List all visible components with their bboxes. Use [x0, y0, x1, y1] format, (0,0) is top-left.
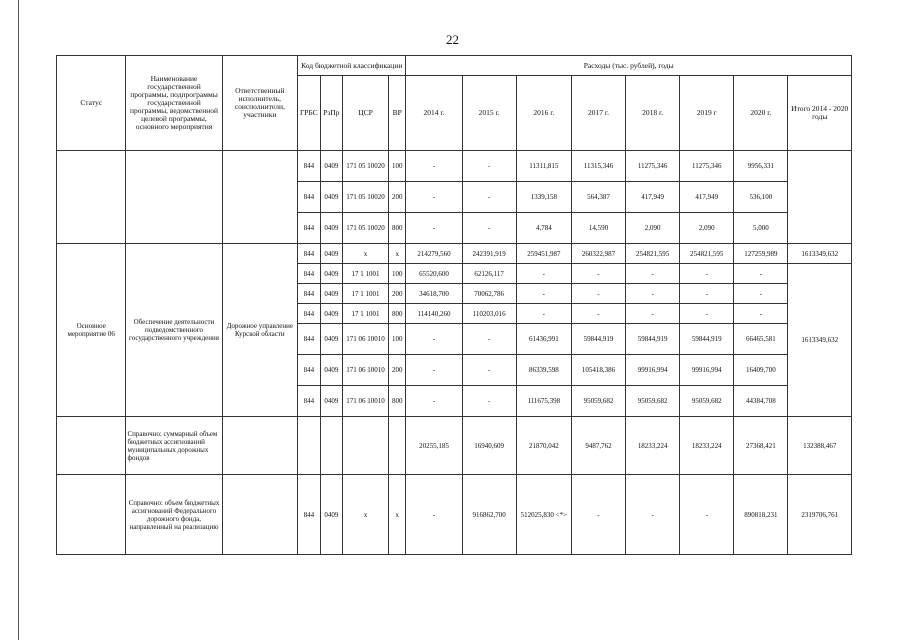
value-2014: 114140,260 — [406, 304, 462, 324]
value-2015: 916862,700 — [462, 475, 516, 555]
value-2015: - — [462, 151, 516, 182]
header-expenses-group: Расходы (тыс. рублей), годы — [406, 56, 852, 76]
csr-cell: 171 05 10020 — [343, 182, 389, 213]
value-2015: 110203,016 — [462, 304, 516, 324]
ref-municipal-name: Справочно: суммарный объем бюджетных ассигнований муниципальных дорожных фондов — [126, 417, 222, 475]
value-2015: - — [462, 355, 516, 386]
value-2016: 259451,987 — [516, 244, 571, 264]
value-2020: - — [734, 264, 788, 284]
value-2015: - — [462, 324, 516, 355]
value-2017: 11315,346 — [571, 151, 625, 182]
value-2017: - — [571, 284, 625, 304]
rzpr-cell: 0409 — [320, 244, 342, 264]
value-2015: 16940,609 — [462, 417, 516, 475]
value-2020: 27368,421 — [734, 417, 788, 475]
value-2016: - — [516, 304, 571, 324]
activity-06-status: Основное мероприятие 06 — [57, 244, 126, 417]
value-2019: 417,949 — [680, 182, 734, 213]
header-rzpr: РзПр — [320, 76, 342, 151]
value-2020: - — [734, 284, 788, 304]
value-2019: 99916,994 — [680, 355, 734, 386]
csr-cell: 171 06 10010 — [343, 355, 389, 386]
status-cell-empty — [57, 151, 126, 244]
value-2020: 44384,708 — [734, 386, 788, 417]
header-total: Итого 2014 - 2020 годы — [788, 76, 852, 151]
value-2016: 21870,042 — [516, 417, 571, 475]
header-name: Наименование государственной программы, подпрограммы государственной программы, ведомственной целевой программы, основного мероприятия — [126, 56, 222, 151]
value-2019: 18233,224 — [680, 417, 734, 475]
value-2016: 1339,158 — [516, 182, 571, 213]
grbs-cell: 844 — [298, 355, 320, 386]
value-2015: - — [462, 182, 516, 213]
value-2019: - — [680, 264, 734, 284]
value-2018: 99916,994 — [626, 355, 680, 386]
name-cell-empty — [126, 151, 222, 244]
grbs-cell: 844 — [298, 264, 320, 284]
value-2018: 254821,595 — [626, 244, 680, 264]
value-2017: - — [571, 304, 625, 324]
value-2018: 95059,682 — [626, 386, 680, 417]
value-2014: - — [406, 213, 462, 244]
value-2019: 11275,346 — [680, 151, 734, 182]
status-cell-empty — [57, 417, 126, 475]
vr-cell — [389, 417, 406, 475]
budget-table — [56, 55, 852, 555]
grbs-cell: 844 — [298, 324, 320, 355]
value-2014: 65520,600 — [406, 264, 462, 284]
header-vr: ВР — [389, 76, 406, 151]
rzpr-cell: 0409 — [320, 324, 342, 355]
value-2014: - — [406, 151, 462, 182]
value-2019: - — [680, 284, 734, 304]
grbs-cell: 844 — [298, 182, 320, 213]
value-2015: - — [462, 386, 516, 417]
value-2017: 95059,682 — [571, 386, 625, 417]
value-2014: 34618,700 — [406, 284, 462, 304]
csr-cell: х — [343, 244, 389, 264]
vr-cell: 200 — [389, 284, 406, 304]
value-2016: 11311,815 — [516, 151, 571, 182]
activity-06-total-lower: 1613349,632 — [788, 264, 852, 417]
vr-cell: 200 — [389, 182, 406, 213]
rzpr-cell: 0409 — [320, 264, 342, 284]
vr-cell: 200 — [389, 355, 406, 386]
value-2014: - — [406, 475, 462, 555]
header-budget-code-group: Код бюджетной классификации — [298, 56, 406, 76]
value-2014: 214279,560 — [406, 244, 462, 264]
csr-cell: 171 06 10010 — [343, 386, 389, 417]
value-2017: 260322,987 — [571, 244, 625, 264]
vr-cell: 100 — [389, 324, 406, 355]
value-2017: - — [571, 475, 625, 555]
table-row — [57, 475, 852, 555]
grbs-cell: 844 — [298, 284, 320, 304]
table-row — [57, 244, 852, 264]
value-2016: 61436,991 — [516, 324, 571, 355]
value-2015: 70062,786 — [462, 284, 516, 304]
value-2020: 536,100 — [734, 182, 788, 213]
status-cell-empty — [57, 475, 126, 555]
value-2018: - — [626, 475, 680, 555]
value-2016: 86339,598 — [516, 355, 571, 386]
value-2018: - — [626, 284, 680, 304]
vr-cell: х — [389, 244, 406, 264]
value-2020: 127259,989 — [734, 244, 788, 264]
header-grbs: ГРБС — [298, 76, 320, 151]
rzpr-cell: 0409 — [320, 475, 342, 555]
value-2020: 5,000 — [734, 213, 788, 244]
responsible-cell-empty — [222, 475, 298, 555]
vr-cell: 100 — [389, 151, 406, 182]
header-responsible: Ответственный исполнитель, соисполнители, участники — [222, 56, 298, 151]
value-2016: - — [516, 284, 571, 304]
rzpr-cell: 0409 — [320, 213, 342, 244]
value-2020: 890818,231 — [734, 475, 788, 555]
value-2020: 16409,700 — [734, 355, 788, 386]
value-2019: 59844,919 — [680, 324, 734, 355]
value-2016: 111675,398 — [516, 386, 571, 417]
value-2018: 59844,919 — [626, 324, 680, 355]
csr-cell: х — [343, 475, 389, 555]
value-2018: 2,090 — [626, 213, 680, 244]
grbs-cell: 844 — [298, 304, 320, 324]
value-2014: - — [406, 182, 462, 213]
value-2018: - — [626, 264, 680, 284]
value-2017: 14,590 — [571, 213, 625, 244]
header-csr: ЦСР — [343, 76, 389, 151]
ref-federal-name: Справочно: объем бюджетных ассигнований Федерального дорожного фонда, направленный на реализацию — [126, 475, 222, 555]
value-2014: - — [406, 355, 462, 386]
vr-cell: 100 — [389, 264, 406, 284]
value-2020: 9956,331 — [734, 151, 788, 182]
value-2016: 4,784 — [516, 213, 571, 244]
header-year-2020: 2020 г. — [734, 76, 788, 151]
grbs-cell: 844 — [298, 151, 320, 182]
value-2017: 9487,762 — [571, 417, 625, 475]
value-2014: - — [406, 386, 462, 417]
table-row — [57, 417, 852, 475]
value-2018: 417,949 — [626, 182, 680, 213]
value-2019: 95059,682 — [680, 386, 734, 417]
value-2017: 59844,919 — [571, 324, 625, 355]
value-2018: 11275,346 — [626, 151, 680, 182]
ref-municipal-total: 132388,467 — [788, 417, 852, 475]
csr-cell: 17 1 1001 — [343, 264, 389, 284]
value-2020: 66465,581 — [734, 324, 788, 355]
vr-cell: 800 — [389, 386, 406, 417]
value-2019: 254821,595 — [680, 244, 734, 264]
value-2018: - — [626, 304, 680, 324]
value-2017: 105418,386 — [571, 355, 625, 386]
value-2018: 18233,224 — [626, 417, 680, 475]
header-status: Статус — [57, 56, 126, 151]
value-2015: 242391,919 — [462, 244, 516, 264]
csr-cell: 17 1 1001 — [343, 284, 389, 304]
csr-cell: 171 06 10010 — [343, 324, 389, 355]
value-2017: 564,387 — [571, 182, 625, 213]
value-2016: - — [516, 264, 571, 284]
grbs-cell: 844 — [298, 213, 320, 244]
activity-06-responsible: Дорожное управление Курской области — [222, 244, 298, 417]
header-year-2017: 2017 г. — [571, 76, 625, 151]
vr-cell: 800 — [389, 213, 406, 244]
header-year-2018: 2018 г. — [626, 76, 680, 151]
value-2015: - — [462, 213, 516, 244]
responsible-cell-empty — [222, 417, 298, 475]
rzpr-cell: 0409 — [320, 386, 342, 417]
header-year-2014: 2014 г. — [406, 76, 462, 151]
csr-cell: 17 1 1001 — [343, 304, 389, 324]
value-2020: - — [734, 304, 788, 324]
page-margin-rule — [18, 0, 19, 640]
value-2015: 62126,117 — [462, 264, 516, 284]
grbs-cell: 844 — [298, 386, 320, 417]
value-2014: 20255,185 — [406, 417, 462, 475]
header-year-2019: 2019 г — [680, 76, 734, 151]
header-year-2016: 2016 г. — [516, 76, 571, 151]
rzpr-cell: 0409 — [320, 151, 342, 182]
vr-cell: х — [389, 475, 406, 555]
ref-federal-total: 2319706,761 — [788, 475, 852, 555]
page-number: 22 — [446, 32, 459, 47]
grbs-cell: 844 — [298, 475, 320, 555]
rzpr-cell: 0409 — [320, 304, 342, 324]
rzpr-cell — [320, 417, 342, 475]
total-cell-empty — [788, 151, 852, 244]
vr-cell: 800 — [389, 304, 406, 324]
activity-06-name: Обеспечение деятельности подведомственного государственного учреждения — [126, 244, 222, 417]
value-2019: - — [680, 475, 734, 555]
value-2014: - — [406, 324, 462, 355]
value-2019: - — [680, 304, 734, 324]
rzpr-cell: 0409 — [320, 182, 342, 213]
rzpr-cell: 0409 — [320, 284, 342, 304]
grbs-cell: 844 — [298, 244, 320, 264]
value-2017: - — [571, 264, 625, 284]
value-2016: 512025,830 <*> — [516, 475, 571, 555]
csr-cell: 171 05 10020 — [343, 151, 389, 182]
header-year-2015: 2015 г. — [462, 76, 516, 151]
csr-cell — [343, 417, 389, 475]
responsible-cell-empty — [222, 151, 298, 244]
rzpr-cell: 0409 — [320, 355, 342, 386]
csr-cell: 171 05 10020 — [343, 213, 389, 244]
value-2019: 2,090 — [680, 213, 734, 244]
activity-06-total: 1613349,632 — [788, 244, 852, 264]
grbs-cell — [298, 417, 320, 475]
table-row — [57, 151, 852, 182]
